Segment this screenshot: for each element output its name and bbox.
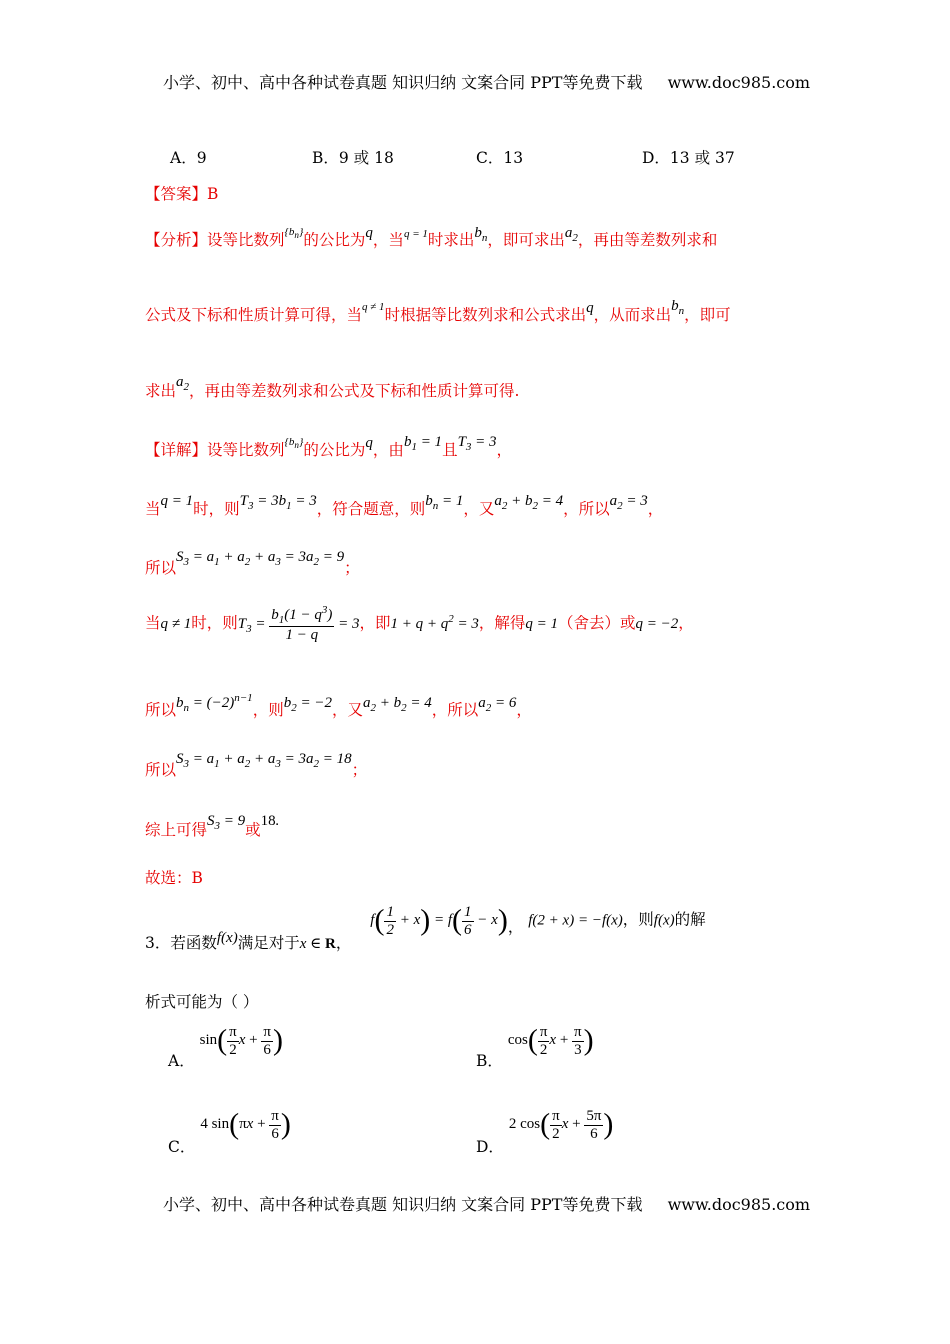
detail-text: ， [678, 613, 694, 632]
detail-line-4: 当q ≠ 1时，则$T_3$ = $\frac{b_1(1 - q^3)}{1 - q}$ = 3，即$1 + q + q^2 = 3$，解得q = 1（舍去）或q = −2， [145, 604, 694, 644]
q2-answer: 【答案】B [145, 185, 219, 203]
detail-text: 所以 [145, 559, 177, 577]
detail-text: 时，则 [193, 500, 240, 518]
analysis-text: ，再由等差数列求和 [577, 231, 718, 249]
q2-option-b: B．9 或 18 [312, 149, 394, 167]
q3-text: ， [335, 934, 352, 953]
q3-stem-line-2: 析式可能为（ ） [145, 993, 259, 1011]
analysis-text: ，即可 [684, 306, 731, 324]
detail-line-6: 所以$S_3 = a_1 + a_2 + a_3 = 3a_2 = 18$； [145, 751, 368, 779]
analysis-text: 求出 [145, 382, 177, 400]
detail-text: 所以 [145, 761, 177, 779]
analysis-text: ，当 [372, 231, 404, 249]
detail-text: 【详解】设等比数列 [145, 441, 285, 459]
detail-text: ，解得 [478, 613, 526, 632]
analysis-line-2: 公式及下标和性质计算可得，当$^{q \ne 1}$时根据等比数列求和公式求出q，从而求出$b_n$，即可 [145, 298, 731, 324]
detail-line-2: 当q = 1时，则$T_3 = 3b_1 = 3$，符合题意，则$b_n = 1$，又$a_2 + b_2 = 4$，所以$a_2 = 3$， [145, 493, 664, 518]
detail-text: ， [496, 441, 513, 459]
detail-text: （舍去）或 [558, 613, 636, 632]
detail-line-7: 综上可得$S_3 = 9$或18. [145, 813, 280, 839]
page-footer [163, 1192, 810, 1215]
detail-text: ，又 [331, 701, 363, 719]
detail-line-3: 所以$S_3 = a_1 + a_2 + a_3 = 3a_2 = 9$； [145, 549, 360, 577]
footer-url[interactable]: www.doc985.com [667, 1195, 811, 1214]
detail-value: 18 [260, 813, 276, 829]
q2-final-choice: 故选：B [145, 869, 203, 887]
detail-text: ，所以 [563, 500, 610, 518]
detail-text: 或 [245, 821, 261, 839]
detail-text: ，即 [359, 613, 391, 632]
q3-text: ， [507, 918, 524, 937]
detail-text: 的公比为 [303, 441, 366, 459]
detail-text: 所以 [145, 701, 177, 719]
detail-text: 当 [145, 500, 161, 518]
footer-text: 小学、初中、高中各种试卷真题 知识归纳 文案合同 PPT等免费下载 [163, 1195, 643, 1214]
detail-text: ，由 [372, 441, 404, 459]
detail-text: . [275, 813, 280, 829]
header-text: 小学、初中、高中各种试卷真题 知识归纳 文案合同 PPT等免费下载 [163, 73, 643, 92]
detail-text: ，所以 [431, 701, 479, 719]
q3-text: ，则 [622, 910, 654, 929]
option-label: A． [168, 1052, 195, 1071]
page-header [163, 70, 810, 93]
q3-text: 的解 [674, 910, 706, 929]
detail-text: ，又 [463, 500, 495, 518]
detail-text: 时，则 [191, 613, 238, 632]
analysis-text: ，从而求出 [593, 306, 672, 324]
detail-text: ； [344, 559, 360, 577]
analysis-text: 公式及下标和性质计算可得，当 [145, 306, 363, 324]
header-url[interactable]: www.doc985.com [667, 73, 811, 92]
option-label: D． [476, 1138, 504, 1157]
analysis-text: ，再由等差数列求和公式及下标和性质计算可得. [189, 382, 520, 400]
detail-text: 综上可得 [145, 821, 208, 839]
q2-option-a: A．9 [170, 149, 207, 167]
analysis-text: 【分析】设等比数列 [145, 231, 285, 249]
analysis-line-3: 求出$a_2$，再由等差数列求和公式及下标和性质计算可得. [145, 374, 520, 400]
detail-text: ； [351, 761, 368, 779]
q3-text: 3．若函数 [145, 934, 217, 953]
detail-text: ，则 [252, 701, 284, 719]
detail-line-5: 所以$b_n = (-2)^{n-1}$，则$b_2 = -2$，又$a_2 + b_2 = 4$，所以$a_2 = 6$， [145, 692, 532, 719]
detail-text: ， [647, 500, 664, 518]
q3-option-a[interactable]: A． sin( $\frac{\pi}{2}$ x + $\frac{\pi}{6}$ ) [168, 1024, 283, 1071]
q3-stem-line-1: 3．若函数f(x)满足对于x ∈ R， f( $\frac{1}{2}$ + x) = f( $\frac{1}{6}$ − x)， f(2 + x) = −f(x)，则f(x)的解 [145, 904, 706, 953]
q2-option-c: C．13 [476, 149, 524, 167]
q2-option-d: D．13 或 37 [642, 149, 735, 167]
detail-text: 且 [442, 441, 458, 459]
option-label: B． [476, 1052, 503, 1071]
analysis-line-1: 【分析】设等比数列$^{\{b_n\}}$的公比为q，当$^{q = 1}$时求出$b_n$，即可求出$a_2$，再由等差数列求和 [145, 225, 718, 249]
detail-text: ， [516, 701, 532, 719]
option-label: C． [168, 1138, 196, 1157]
q3-option-b[interactable]: B． cos( $\frac{\pi}{2}$ x + $\frac{\pi}{3}$ ) [476, 1024, 594, 1071]
q3-text: 满足对于 [237, 934, 300, 953]
analysis-text: ，即可求出 [487, 231, 565, 249]
analysis-text: 时根据等比数列求和公式求出 [384, 306, 587, 324]
detail-line-1: 【详解】设等比数列$^{\{b_n\}}$的公比为q，由$b_1 = 1$且$T_3 = 3$， [145, 434, 513, 459]
detail-text: ，符合题意，则 [316, 500, 426, 518]
q3-option-c[interactable]: C． 4 sin(πx + $\frac{\pi}{6}$ ) [168, 1108, 291, 1157]
q3-option-d[interactable]: D． 2 cos( $\frac{\pi}{2}$ x + $\frac{5\pi}{6}$ ) [476, 1108, 614, 1157]
detail-text: 当 [145, 613, 161, 632]
analysis-text: 的公比为 [303, 231, 366, 249]
analysis-text: 时求出 [427, 231, 475, 249]
